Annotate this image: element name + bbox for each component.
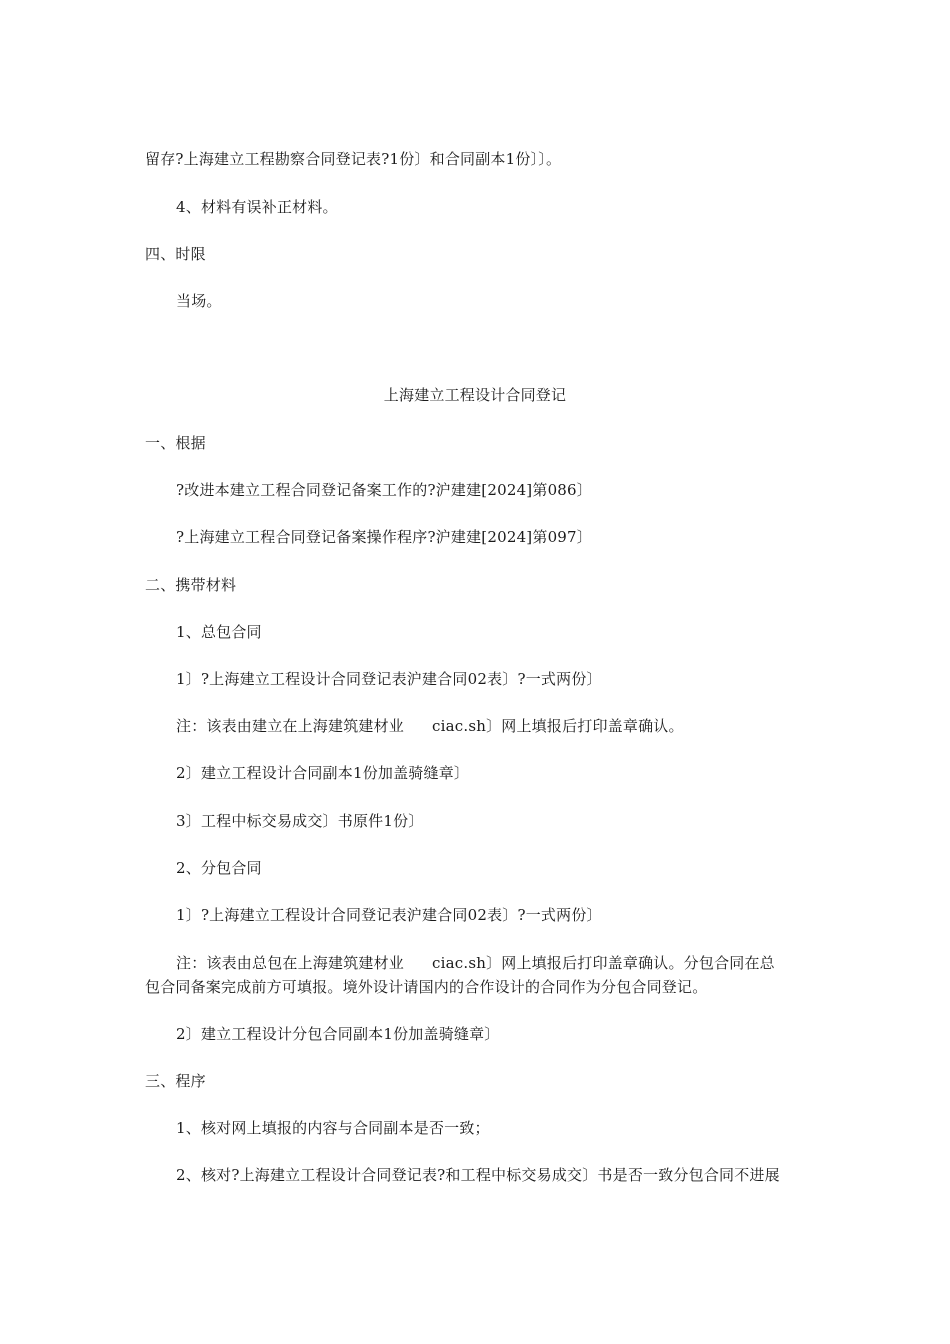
subsection-heading: 2、分包合同: [176, 859, 262, 877]
note-text: 注：该表由建立在上海建筑建材业: [176, 717, 405, 735]
note-text: ciac.sh〕网上填报后打印盖章确认。分包合同在总: [432, 954, 775, 972]
text-line: 1〕?上海建立工程设计合同登记表沪建合同02表〕?一式两份〕: [176, 906, 602, 924]
note-text: 注：该表由总包在上海建筑建材业: [176, 954, 405, 972]
note-line: [176, 953, 775, 973]
document-title: 上海建立工程设计合同登记: [383, 386, 567, 404]
text-line: 2、核对?上海建立工程设计合同登记表?和工程中标交易成交〕书是否一致分包合同不进展: [176, 1166, 780, 1184]
text-line: 4、材料有误补正材料。: [176, 198, 338, 216]
text-line: 1、核对网上填报的内容与合同副本是否一致；: [176, 1119, 490, 1137]
text-line: ?改进本建立工程合同登记备案工作的?沪建建[2024]第086〕: [176, 481, 592, 499]
text-line: 包合同备案完成前方可填报。境外设计请国内的合作设计的合同作为分包合同登记。: [145, 978, 708, 996]
text-line: ?上海建立工程合同登记备案操作程序?沪建建[2024]第097〕: [176, 528, 592, 546]
text-line: 3〕工程中标交易成交〕书原件1份〕: [176, 812, 424, 830]
text-line: 留存?上海建立工程勘察合同登记表?1份〕和合同副本1份〕〕。: [145, 150, 562, 168]
section-heading: 三、程序: [145, 1072, 206, 1090]
note-line: [176, 716, 684, 736]
text-line: 2〕建立工程设计分包合同副本1份加盖骑缝章〕: [176, 1025, 500, 1043]
note-text: ciac.sh〕网上填报后打印盖章确认。: [432, 717, 684, 735]
section-heading: 一、根据: [145, 434, 206, 452]
text-line: 1〕?上海建立工程设计合同登记表沪建合同02表〕?一式两份〕: [176, 670, 602, 688]
text-line: 当场。: [176, 292, 222, 310]
text-line: 2〕建立工程设计合同副本1份加盖骑缝章〕: [176, 764, 470, 782]
section-heading: 四、时限: [145, 245, 206, 263]
section-heading: 二、携带材料: [145, 576, 237, 594]
subsection-heading: 1、总包合同: [176, 623, 262, 641]
